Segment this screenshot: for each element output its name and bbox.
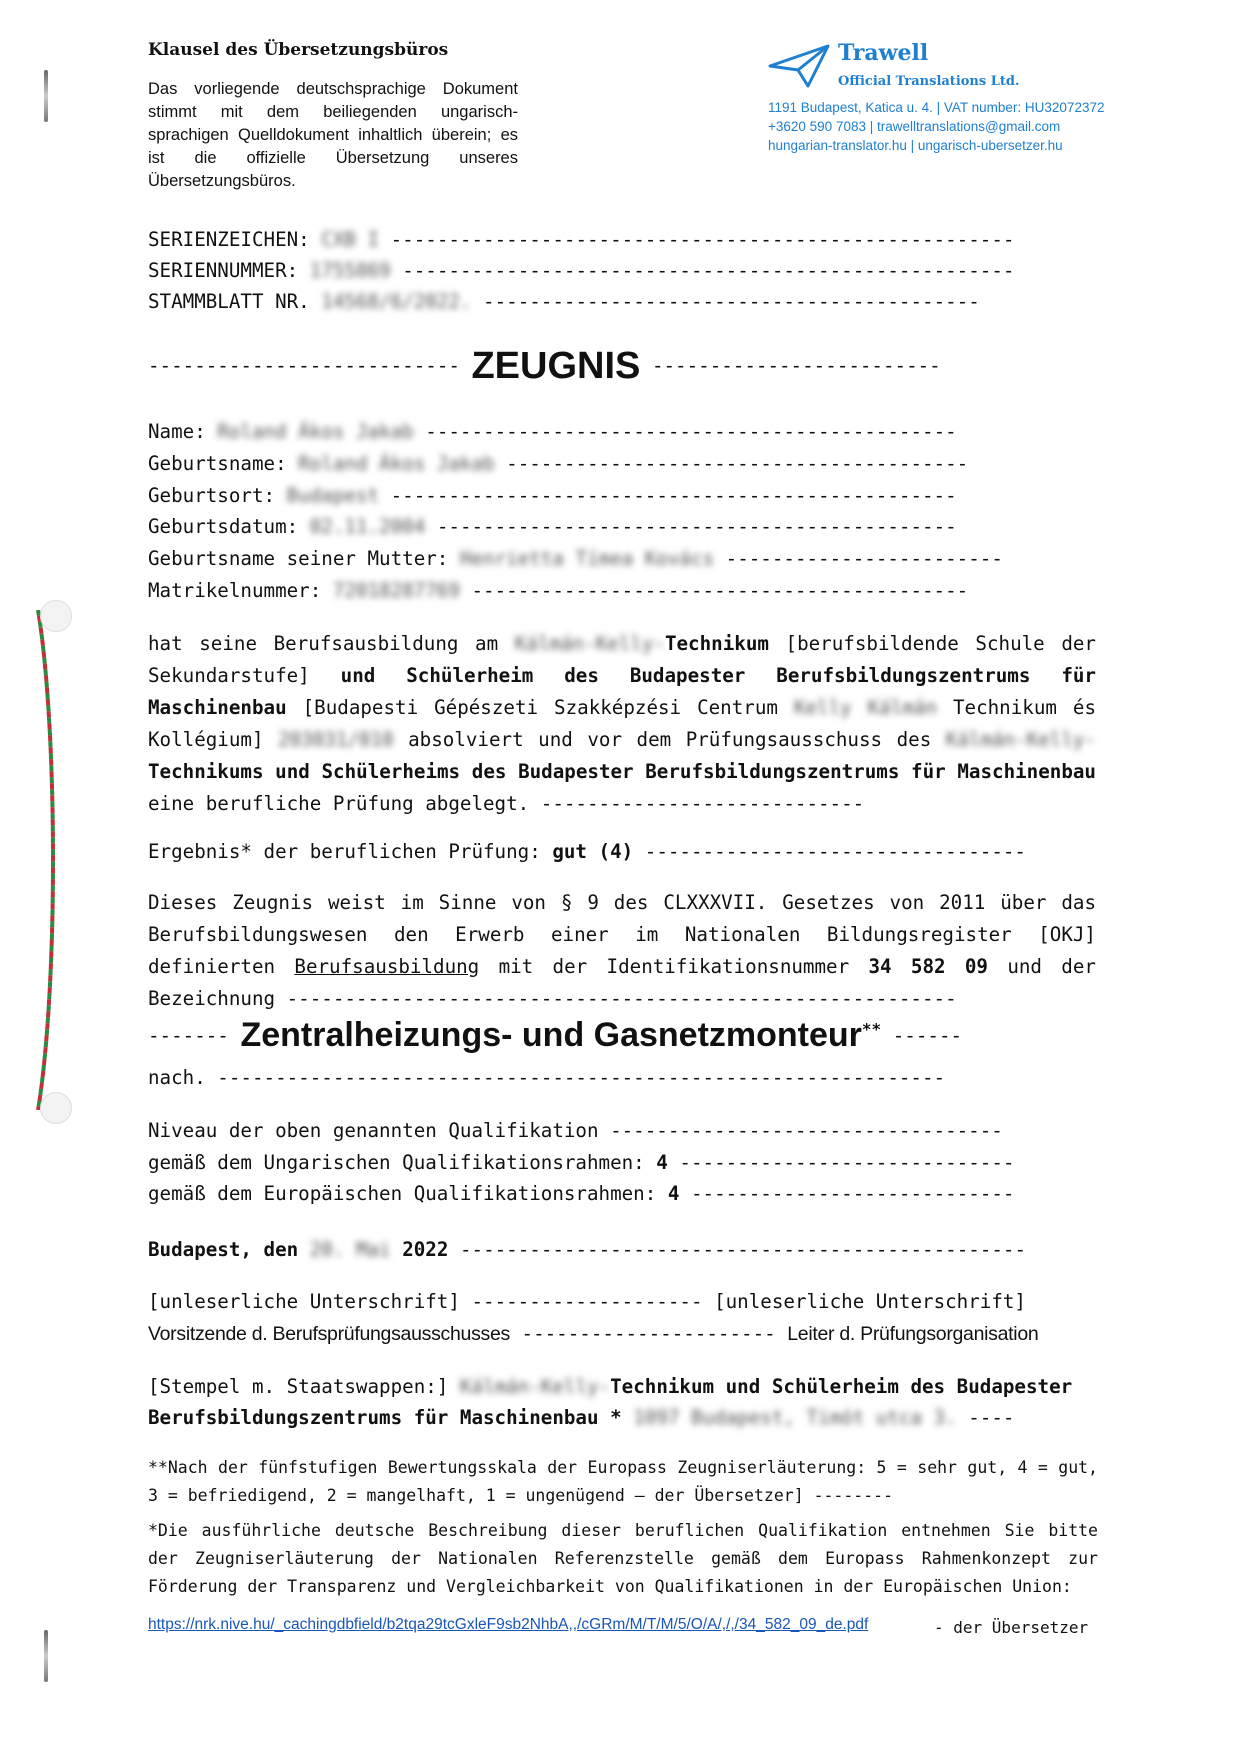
birthname-label: Geburtsname: [148, 452, 287, 475]
dash-filler: ----------------------------- [679, 1151, 1015, 1174]
text: gemäß dem Ungarischen Qualifikationsrahmen: [148, 1151, 645, 1174]
matrikel-line [148, 577, 968, 605]
text: gemäß dem Europäischen Qualifikationsrahmen: [148, 1182, 657, 1205]
dash-filler: ------------------------- [651, 354, 941, 377]
dash-filler: ---------------------- [521, 1322, 776, 1345]
date-line [148, 1236, 1026, 1264]
text: Berufsausbildung [294, 955, 480, 978]
right-role: Leiter d. Prüfungsorganisation [787, 1323, 1039, 1345]
logo-web: hungarian-translator.hu | ungarisch-ubersetzer.hu [768, 138, 1063, 153]
birthplace-label: Geburtsort: [148, 484, 276, 507]
dash-filler: --------------------------------------------- [436, 515, 957, 538]
left-signature: [unleserliche Unterschrift] [148, 1290, 460, 1313]
document-title: ZEUGNIS [471, 345, 641, 387]
footnote-grading: **Nach der fünfstufigen Bewertungsskala der Europass Zeugniserläuterung: 5 = sehr gut, 4 = gut, 3 = befriedigend, 2 = mangelhaft, 1 = ungenügend — der Übersetzer] -------- [148, 1458, 1098, 1505]
dash-filler: ---------------------------------------- [506, 452, 969, 475]
text: Technikum und Schülerheim des Budapester [610, 1375, 1073, 1398]
level-line-1: Niveau der oben genannten Qualifikation ---------------------------------- [148, 1119, 1003, 1142]
qualification-name: Zentralheizungs- und Gasnetzmonteur [240, 1016, 862, 1054]
mother-value: Henrietta Tímea Kovács [459, 547, 715, 570]
birthdate-line [148, 513, 957, 541]
school-name-redacted: Kelly Kálmán [793, 696, 937, 719]
matrikel-label: Matrikelnummer: [148, 579, 322, 602]
birthname-line [148, 450, 968, 478]
identification-number: 34 582 09 [868, 955, 988, 978]
hungarian-level-value: 4 [656, 1151, 668, 1174]
footnote-description: *Die ausführliche deutsche Beschreibung dieser beruflichen Qualifikation entnehmen Sie bitte der Zeugniserläuterung der Nationalen Referenzstelle gemäß dem Europass Rahmenkonzept zur Förderung der Transparenz und Vergleichbarkeit von Qualifikationen in der Europäischen Union: [148, 1521, 1098, 1596]
qualification-after: nach. --------------------------------------------------------------- [148, 1066, 946, 1089]
dash-filler: ------ [892, 1024, 963, 1047]
dash-filler: ------------------------------------------------- [459, 1238, 1027, 1261]
education-paragraph [148, 628, 1096, 820]
statement-paragraph [148, 887, 1096, 1015]
dash-filler: ---- [968, 1406, 1015, 1429]
level-line-3 [148, 1180, 1014, 1208]
text: hat seine Berufsausbildung am [148, 632, 499, 655]
dash-filler: ------------------------------------------- [471, 579, 969, 602]
stammblatt-line [148, 288, 980, 316]
logo-address: 1191 Budapest, Katica u. 4. | VAT number: HU32072372 [768, 100, 1105, 115]
level-line-2 [148, 1149, 1014, 1177]
left-role: Vorsitzende d. Berufsprüfungsausschusses [148, 1323, 510, 1345]
result-label: Ergebnis* der beruflichen Prüfung: [148, 840, 541, 863]
school-name-redacted: Kálmán-Kelly- [514, 632, 665, 655]
stammblatt-value: 14568/6/2022. [321, 290, 472, 313]
punch-hole-top [40, 600, 72, 632]
logo-name: Trawell [838, 40, 929, 66]
dash-filler: ------------------------------------------------- [390, 484, 957, 507]
footnote-mark: ** [861, 1019, 882, 1039]
mother-label: Geburtsname seiner Mutter: [148, 547, 449, 570]
dash-filler: ------------------------ [725, 547, 1003, 570]
text: mit der Identifikationsnummer [498, 955, 850, 978]
staple-top [44, 70, 48, 122]
address-redacted: 1097 Budapest, Timót utca 3. [633, 1406, 957, 1429]
school-name-redacted: Kálmán-Kelly- [459, 1375, 611, 1398]
birthdate-value: 02.11.2004 [309, 515, 426, 538]
date-year: 2022 [402, 1238, 449, 1261]
dash-filler: ----------------------------------------------------- [402, 259, 1015, 282]
text: Technikum [664, 632, 769, 655]
text: Dieses Zeugnis weist im Sinne von § 9 des CLXXXVII. Gesetzes von 2011 über das Berufsbildungswesen den Erwerb einer im Nationalen Bildungsregister [OKJ] definierten [148, 891, 1096, 978]
stammblatt-label: STAMMBLATT NR. [148, 290, 310, 313]
serienzeichen-value: CXB I [321, 228, 380, 251]
name-line [148, 418, 957, 446]
dash-filler: --------------------------- [148, 354, 460, 377]
date-day-redacted: 20. Mai [309, 1238, 391, 1261]
name-value: Roland Ákos Jakab [217, 420, 414, 443]
dash-filler: ---------------------------------------------- [425, 420, 957, 443]
name-label: Name: [148, 420, 206, 443]
school-name-redacted: Kálmán-Kelly- [945, 728, 1096, 751]
result-line [148, 838, 1026, 866]
seriennummer-label: SERIENNUMMER: [148, 259, 299, 282]
birthdate-label: Geburtsdatum: [148, 515, 299, 538]
matrikel-value: 72018287769 [332, 579, 460, 602]
translator-logo [768, 40, 1108, 160]
european-level-value: 4 [667, 1182, 680, 1205]
europass-link[interactable]: https://nrk.nive.hu/_cachingdbfield/b2tqa29tcGxleF9sb2NhbA,,/cGRm/M/T/M/5/O/A/,/,/34_582_09_de.pdf [148, 1616, 869, 1633]
clause-text: Das vorliegende deutschsprachige Dokument stimmt mit dem beiliegenden ungarisch-sprachigen Quelldokument inhaltlich überein; es ist die offizielle Übersetzung unseres Übersetzungsbüros. [148, 80, 518, 190]
clause-title: Klausel des Übersetzungsbüros [148, 40, 449, 60]
text: und der Bezeichnung ---------------------------------------------------------- [148, 955, 1096, 1010]
dash-filler: ---------------------------- [690, 1182, 1015, 1205]
link-suffix: - der Übersetzer [934, 1618, 1089, 1637]
text: Berufsbildungszentrums für Maschinenbau * [148, 1406, 622, 1429]
punch-hole-bottom [40, 1092, 72, 1124]
text: Technikums und Schülerheims des Budapester Berufsbildungszentrums für Maschinenbau [148, 760, 1096, 783]
seriennummer-value: 1755869 [309, 259, 391, 282]
serienzeichen-label: SERIENZEICHEN: [148, 228, 310, 251]
stamp-line-2 [148, 1404, 1014, 1432]
text: [Budapesti Gépészeti Szakképzési Centrum [302, 696, 778, 719]
serienzeichen-line [148, 226, 1014, 254]
role-line [148, 1320, 1038, 1348]
birthplace-line [148, 482, 957, 510]
dash-filler: ------------------------------------------- [483, 290, 980, 313]
qualification-line [148, 1016, 962, 1055]
stamp-label: [Stempel m. Staatswappen:] [148, 1375, 449, 1398]
binding-cord [30, 610, 60, 1110]
text: eine berufliche Prüfung abgelegt. ---------------------------- [148, 792, 865, 815]
mother-line [148, 545, 1003, 573]
right-signature: [unleserliche Unterschrift] [714, 1290, 1026, 1313]
dash-filler: ------- [148, 1024, 229, 1047]
dash-filler: -------------------- [471, 1290, 703, 1313]
logo-subtitle: Official Translations Ltd. [838, 74, 1020, 89]
stamp-line-1 [148, 1373, 1072, 1401]
dash-filler: ------------------------------------------------------ [390, 228, 1015, 251]
date-prefix: Budapest, den [148, 1238, 299, 1261]
dash-filler: --------------------------------- [644, 840, 1026, 863]
staple-bottom [44, 1630, 48, 1682]
text: [berufsbildende Schule der Sekundarstufe] [148, 632, 1096, 687]
logo-contact: +3620 590 7083 | trawelltranslations@gmail.com [768, 119, 1061, 134]
document-title-line [148, 345, 941, 388]
om-number-redacted: 203031/010 [278, 728, 394, 751]
birthplace-value: Budapest [286, 484, 380, 507]
paper-plane-icon [768, 44, 830, 88]
birthname-value: Roland Ákos Jakab [298, 452, 495, 475]
text: Technikum és Kollégium] [148, 696, 1097, 751]
result-value: gut (4) [552, 840, 634, 863]
text: und Schülerheim des Budapester Berufsbildungszentrums für Maschinenbau [148, 664, 1096, 719]
text: absolviert und vor dem Prüfungsausschuss des [408, 728, 932, 751]
signature-line [148, 1288, 1026, 1316]
seriennummer-line [148, 257, 1014, 285]
